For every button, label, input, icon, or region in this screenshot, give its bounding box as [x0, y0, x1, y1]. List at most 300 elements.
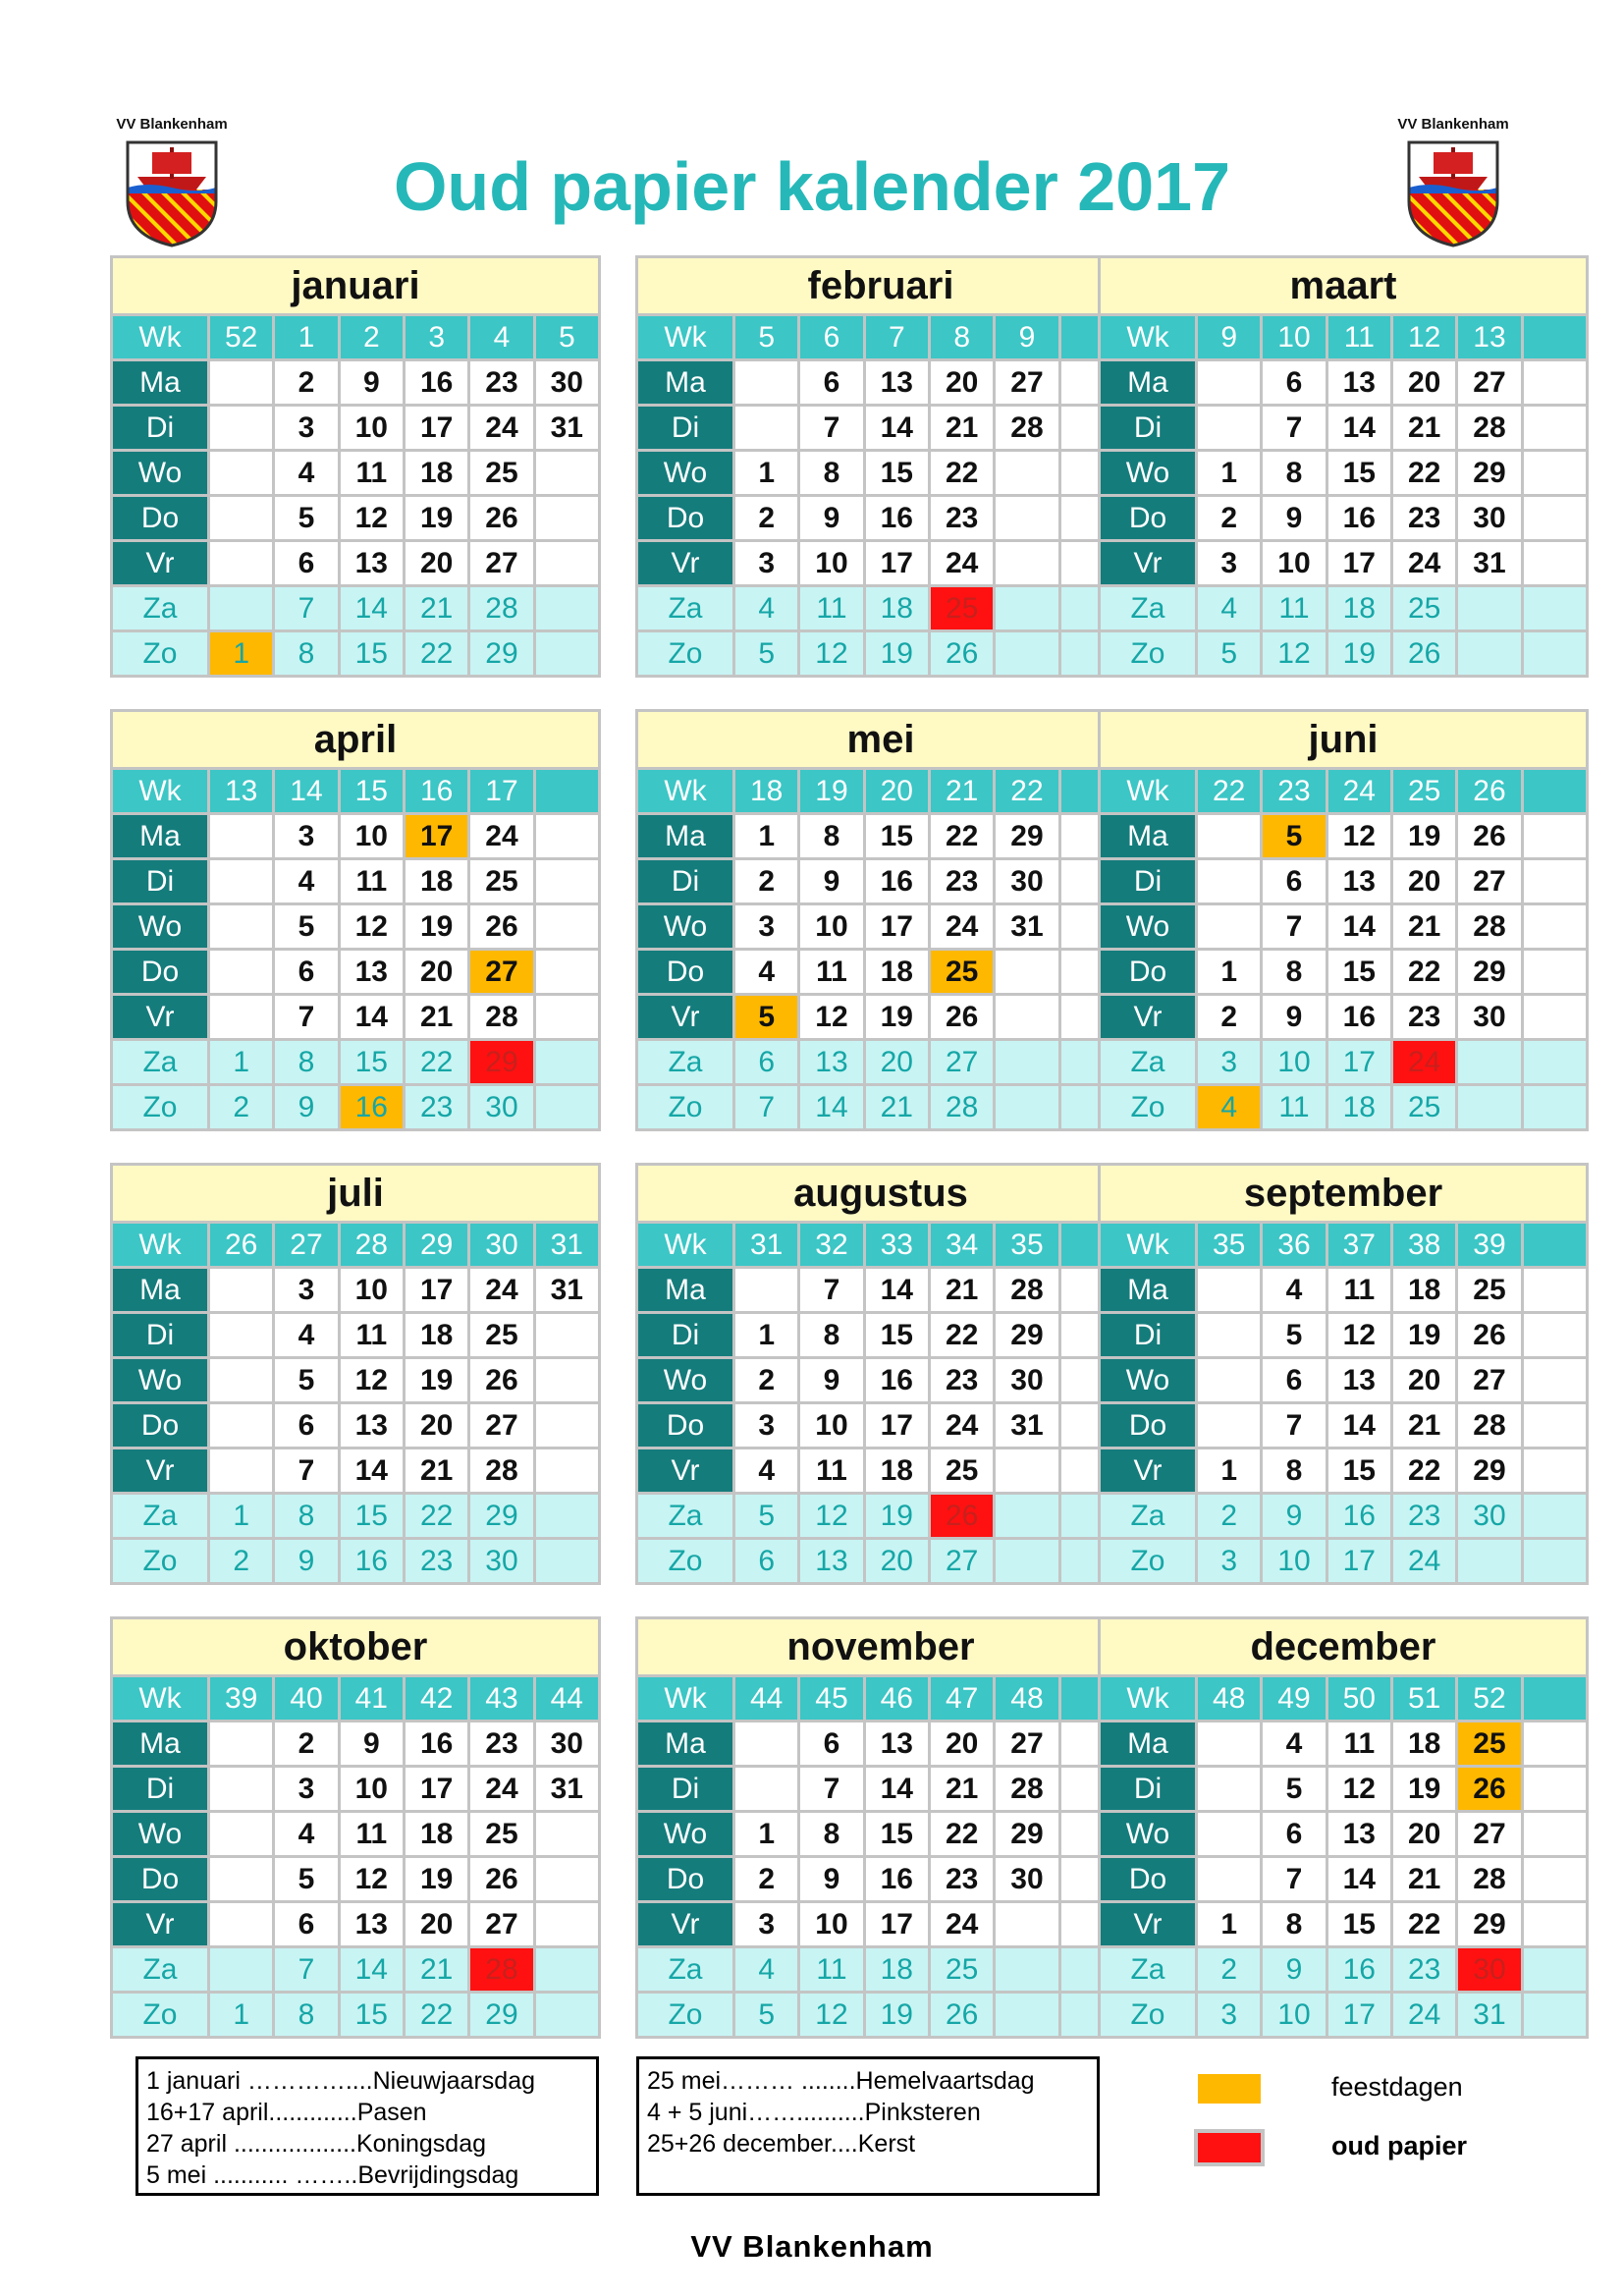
day-cell: 8 — [800, 815, 862, 857]
month-table — [113, 1224, 598, 1582]
day-cell — [1524, 587, 1586, 629]
week-number: 22 — [996, 770, 1057, 812]
day-cell: 9 — [1263, 497, 1325, 539]
month-augustus — [635, 1163, 1126, 1585]
day-label: Wo — [638, 905, 732, 948]
day-cell — [1524, 815, 1586, 857]
day-cell: 12 — [800, 1994, 862, 2036]
day-cell: 4 — [1263, 1722, 1325, 1765]
day-label: Ma — [1101, 361, 1195, 404]
day-cell: 10 — [1263, 1994, 1325, 2036]
day-cell — [996, 1948, 1057, 1991]
day-cell: 5 — [275, 905, 337, 948]
day-cell: 25 — [1393, 1086, 1455, 1128]
day-cell: 5 — [275, 1858, 337, 1900]
day-cell: 18 — [866, 587, 928, 629]
day-cell: 30 — [996, 860, 1057, 902]
day-cell: 5 — [1263, 1768, 1325, 1810]
day-cell — [1524, 1994, 1586, 2036]
day-label: Do — [113, 1404, 207, 1447]
month-table — [638, 1677, 1123, 2036]
day-cell — [210, 452, 272, 494]
day-cell: 24 — [931, 542, 993, 584]
day-label: Ma — [113, 1722, 207, 1765]
day-cell — [1524, 996, 1586, 1038]
week-number: 4 — [470, 316, 532, 358]
day-label: Zo — [113, 1994, 207, 2036]
day-cell — [210, 1314, 272, 1356]
day-cell: 6 — [275, 951, 337, 993]
day-cell: 18 — [866, 1948, 928, 1991]
day-cell: 17 — [406, 407, 467, 449]
day-cell-feestdag: 17 — [406, 815, 467, 857]
day-cell: 9 — [800, 860, 862, 902]
day-cell: 23 — [470, 361, 532, 404]
day-cell: 6 — [275, 542, 337, 584]
day-cell — [1198, 1269, 1260, 1311]
day-cell: 12 — [341, 1359, 403, 1401]
day-cell — [735, 1269, 797, 1311]
day-cell: 11 — [341, 1314, 403, 1356]
week-label: Wk — [638, 1677, 732, 1720]
day-label: Wo — [1101, 905, 1195, 948]
month-table — [638, 770, 1123, 1128]
day-label: Do — [113, 497, 207, 539]
month-juli — [110, 1163, 601, 1585]
day-cell — [210, 951, 272, 993]
week-number: 6 — [800, 316, 862, 358]
week-number — [536, 770, 598, 812]
day-label: Zo — [1101, 1540, 1195, 1582]
day-cell: 22 — [931, 1813, 993, 1855]
week-number: 17 — [470, 770, 532, 812]
day-cell-feestdag: 16 — [341, 1086, 403, 1128]
day-cell: 27 — [931, 1041, 993, 1083]
day-cell: 15 — [1328, 951, 1390, 993]
day-cell — [210, 1449, 272, 1492]
day-cell: 21 — [931, 407, 993, 449]
day-cell — [210, 905, 272, 948]
day-cell — [210, 815, 272, 857]
week-number: 26 — [1458, 770, 1520, 812]
note-line: 25+26 december....Kerst — [647, 2130, 916, 2158]
day-cell-oud-papier: 30 — [1458, 1948, 1520, 1991]
day-cell — [1198, 815, 1260, 857]
day-cell — [1458, 632, 1520, 675]
day-cell: 3 — [1198, 1994, 1260, 2036]
day-cell: 6 — [800, 1722, 862, 1765]
day-cell: 1 — [1198, 452, 1260, 494]
day-cell: 20 — [1393, 860, 1455, 902]
day-cell: 13 — [866, 361, 928, 404]
day-cell: 4 — [735, 1948, 797, 1991]
day-cell: 31 — [536, 1768, 598, 1810]
day-cell: 16 — [1328, 497, 1390, 539]
day-label: Wo — [113, 905, 207, 948]
day-cell: 21 — [1393, 1858, 1455, 1900]
day-cell — [996, 497, 1057, 539]
day-cell — [210, 361, 272, 404]
day-cell: 10 — [800, 542, 862, 584]
week-number: 46 — [866, 1677, 928, 1720]
day-cell: 11 — [341, 1813, 403, 1855]
day-cell: 19 — [406, 905, 467, 948]
week-number: 25 — [1393, 770, 1455, 812]
day-cell: 16 — [341, 1540, 403, 1582]
day-cell: 10 — [800, 905, 862, 948]
day-cell: 1 — [1198, 951, 1260, 993]
day-cell — [210, 1269, 272, 1311]
day-cell: 2 — [735, 1858, 797, 1900]
day-cell: 11 — [800, 587, 862, 629]
day-cell: 29 — [1458, 1449, 1520, 1492]
day-cell: 20 — [1393, 361, 1455, 404]
day-cell: 9 — [341, 361, 403, 404]
week-label: Wk — [113, 316, 207, 358]
day-cell: 7 — [1263, 407, 1325, 449]
day-label: Za — [638, 1495, 732, 1537]
day-cell: 24 — [931, 1903, 993, 1945]
day-label: Vr — [638, 542, 732, 584]
day-cell: 2 — [275, 361, 337, 404]
day-cell: 19 — [866, 996, 928, 1038]
day-cell: 4 — [275, 1813, 337, 1855]
day-cell: 15 — [1328, 1903, 1390, 1945]
week-number: 50 — [1328, 1677, 1390, 1720]
day-cell: 23 — [406, 1540, 467, 1582]
day-cell: 11 — [341, 860, 403, 902]
day-cell: 26 — [470, 905, 532, 948]
day-cell: 14 — [866, 1269, 928, 1311]
week-label: Wk — [1101, 770, 1195, 812]
day-label: Zo — [113, 1086, 207, 1128]
day-cell: 24 — [931, 905, 993, 948]
day-cell — [536, 587, 598, 629]
day-cell: 11 — [1328, 1269, 1390, 1311]
day-cell: 6 — [1263, 860, 1325, 902]
day-cell: 8 — [1263, 1903, 1325, 1945]
day-cell: 20 — [1393, 1813, 1455, 1855]
week-label: Wk — [638, 1224, 732, 1266]
day-cell: 19 — [406, 1858, 467, 1900]
day-cell: 7 — [735, 1086, 797, 1128]
note-line: 27 april ..................Koningsdag — [146, 2130, 487, 2158]
day-cell — [536, 542, 598, 584]
day-cell: 16 — [406, 361, 467, 404]
day-label: Wo — [638, 1813, 732, 1855]
day-cell — [1524, 1404, 1586, 1447]
day-cell — [996, 632, 1057, 675]
legend-swatch-feestdagen — [1198, 2074, 1261, 2104]
day-cell: 27 — [1458, 361, 1520, 404]
week-number: 39 — [1458, 1224, 1520, 1266]
day-cell: 21 — [406, 1948, 467, 1991]
day-cell: 7 — [800, 1768, 862, 1810]
week-number: 23 — [1263, 770, 1325, 812]
day-cell: 25 — [470, 860, 532, 902]
day-cell: 10 — [1263, 1540, 1325, 1582]
week-number: 22 — [1198, 770, 1260, 812]
day-cell — [536, 1948, 598, 1991]
day-cell: 24 — [470, 815, 532, 857]
day-cell: 8 — [1263, 452, 1325, 494]
day-cell: 17 — [866, 1903, 928, 1945]
day-cell — [1524, 361, 1586, 404]
day-cell: 22 — [406, 1994, 467, 2036]
day-cell — [1524, 905, 1586, 948]
day-cell: 10 — [341, 1768, 403, 1810]
day-cell: 22 — [1393, 1449, 1455, 1492]
day-cell — [210, 996, 272, 1038]
day-cell: 21 — [931, 1768, 993, 1810]
day-cell: 12 — [341, 497, 403, 539]
day-cell: 13 — [866, 1722, 928, 1765]
day-cell: 6 — [1263, 1813, 1325, 1855]
day-label: Ma — [113, 361, 207, 404]
legend-label-oud-papier: oud papier — [1331, 2131, 1468, 2160]
day-cell: 17 — [1328, 542, 1390, 584]
day-cell — [1524, 1722, 1586, 1765]
day-cell — [1198, 1314, 1260, 1356]
day-cell: 3 — [735, 905, 797, 948]
day-cell: 2 — [735, 497, 797, 539]
day-cell: 11 — [1263, 1086, 1325, 1128]
day-cell: 30 — [1458, 996, 1520, 1038]
day-cell — [536, 815, 598, 857]
day-label: Ma — [1101, 1269, 1195, 1311]
month-name: januari — [113, 258, 598, 313]
day-label: Zo — [638, 1540, 732, 1582]
day-cell: 22 — [931, 452, 993, 494]
week-number: 29 — [406, 1224, 467, 1266]
day-cell: 3 — [735, 542, 797, 584]
day-cell — [996, 1449, 1057, 1492]
day-label: Vr — [1101, 996, 1195, 1038]
day-cell: 9 — [275, 1540, 337, 1582]
day-cell — [1524, 1314, 1586, 1356]
day-cell — [1198, 1404, 1260, 1447]
day-cell — [210, 587, 272, 629]
day-cell: 6 — [800, 361, 862, 404]
day-cell: 17 — [1328, 1994, 1390, 2036]
day-cell: 2 — [735, 860, 797, 902]
day-label: Do — [113, 1858, 207, 1900]
day-cell: 26 — [470, 1359, 532, 1401]
week-label: Wk — [1101, 316, 1195, 358]
day-cell: 31 — [536, 1269, 598, 1311]
day-cell: 10 — [800, 1903, 862, 1945]
day-cell-oud-papier: 29 — [470, 1041, 532, 1083]
logo-text: VV Blankenham — [1397, 116, 1509, 133]
day-cell: 17 — [866, 1404, 928, 1447]
day-cell: 9 — [1263, 1948, 1325, 1991]
day-cell: 23 — [931, 1858, 993, 1900]
day-cell: 27 — [1458, 860, 1520, 902]
day-cell: 25 — [1458, 1269, 1520, 1311]
day-cell: 19 — [1393, 815, 1455, 857]
day-cell: 30 — [470, 1540, 532, 1582]
week-number: 18 — [735, 770, 797, 812]
week-number: 7 — [866, 316, 928, 358]
day-cell: 15 — [866, 1813, 928, 1855]
day-cell: 14 — [341, 1449, 403, 1492]
month-table — [113, 1677, 598, 2036]
day-cell — [996, 1994, 1057, 2036]
day-cell: 1 — [735, 815, 797, 857]
day-cell: 10 — [341, 407, 403, 449]
day-cell: 2 — [735, 1359, 797, 1401]
day-cell-feestdag: 27 — [470, 951, 532, 993]
day-cell: 28 — [996, 407, 1057, 449]
week-number: 32 — [800, 1224, 862, 1266]
day-cell — [1524, 951, 1586, 993]
day-cell: 28 — [470, 587, 532, 629]
day-label: Wo — [638, 1359, 732, 1401]
day-cell — [210, 1813, 272, 1855]
day-cell — [1198, 1722, 1260, 1765]
month-name: juni — [1101, 712, 1586, 767]
day-label: Vr — [113, 542, 207, 584]
day-cell — [536, 452, 598, 494]
day-cell: 4 — [1198, 587, 1260, 629]
day-cell: 3 — [735, 1404, 797, 1447]
day-label: Za — [1101, 587, 1195, 629]
day-cell: 28 — [1458, 1858, 1520, 1900]
week-number: 51 — [1393, 1677, 1455, 1720]
day-label: Zo — [113, 632, 207, 675]
week-number: 10 — [1263, 316, 1325, 358]
day-label: Za — [113, 1495, 207, 1537]
month-maart — [1098, 255, 1589, 678]
day-cell: 24 — [1393, 542, 1455, 584]
day-cell: 12 — [800, 1495, 862, 1537]
day-cell — [996, 1495, 1057, 1537]
week-number — [1524, 1677, 1586, 1720]
day-label: Vr — [638, 1903, 732, 1945]
day-cell: 18 — [866, 951, 928, 993]
day-cell — [536, 1540, 598, 1582]
day-cell: 29 — [996, 1314, 1057, 1356]
day-label: Di — [638, 1768, 732, 1810]
day-cell: 16 — [866, 497, 928, 539]
day-cell: 19 — [406, 1359, 467, 1401]
day-label: Wo — [638, 452, 732, 494]
day-cell — [1458, 587, 1520, 629]
day-cell: 16 — [1328, 996, 1390, 1038]
day-cell: 29 — [996, 815, 1057, 857]
day-cell: 4 — [735, 587, 797, 629]
day-cell: 25 — [931, 1449, 993, 1492]
note-line: 5 mei ........... ……..Bevrijdingsdag — [146, 2161, 519, 2189]
week-number: 9 — [996, 316, 1057, 358]
week-number: 45 — [800, 1677, 862, 1720]
day-cell — [210, 497, 272, 539]
day-cell — [1524, 452, 1586, 494]
day-label: Wo — [113, 1813, 207, 1855]
day-cell: 11 — [341, 452, 403, 494]
day-cell: 1 — [735, 1314, 797, 1356]
day-cell: 12 — [800, 996, 862, 1038]
day-cell: 2 — [275, 1722, 337, 1765]
day-cell — [210, 1903, 272, 1945]
day-label: Do — [638, 951, 732, 993]
day-cell: 29 — [1458, 951, 1520, 993]
day-cell: 23 — [406, 1086, 467, 1128]
day-cell: 13 — [1328, 1359, 1390, 1401]
day-cell — [1198, 1813, 1260, 1855]
day-label: Di — [1101, 407, 1195, 449]
month-name: maart — [1101, 258, 1586, 313]
day-cell: 26 — [931, 1994, 993, 2036]
day-label: Za — [113, 1041, 207, 1083]
day-cell: 20 — [866, 1540, 928, 1582]
day-cell: 7 — [1263, 1404, 1325, 1447]
day-label: Do — [1101, 1404, 1195, 1447]
day-cell: 30 — [536, 361, 598, 404]
day-cell: 27 — [996, 1722, 1057, 1765]
day-cell — [1524, 860, 1586, 902]
month-name: december — [1101, 1619, 1586, 1674]
month-table — [1101, 1677, 1586, 2036]
day-cell: 12 — [341, 1858, 403, 1900]
day-cell: 14 — [800, 1086, 862, 1128]
day-cell: 6 — [735, 1041, 797, 1083]
week-number: 1 — [275, 316, 337, 358]
day-cell: 2 — [210, 1540, 272, 1582]
week-number: 44 — [735, 1677, 797, 1720]
day-cell — [210, 1948, 272, 1991]
week-number: 15 — [341, 770, 403, 812]
day-cell — [1198, 860, 1260, 902]
day-cell — [1524, 1269, 1586, 1311]
day-cell: 5 — [735, 1994, 797, 2036]
day-cell: 22 — [1393, 951, 1455, 993]
day-cell: 28 — [1458, 1404, 1520, 1447]
day-cell: 13 — [800, 1540, 862, 1582]
week-number: 34 — [931, 1224, 993, 1266]
day-cell — [1524, 1768, 1586, 1810]
month-oktober — [110, 1616, 601, 2039]
day-cell: 16 — [406, 1722, 467, 1765]
week-number: 3 — [406, 316, 467, 358]
day-cell: 15 — [866, 815, 928, 857]
day-cell: 6 — [735, 1540, 797, 1582]
day-cell — [1524, 1086, 1586, 1128]
day-label: Zo — [113, 1540, 207, 1582]
month-table — [1101, 316, 1586, 675]
week-number: 42 — [406, 1677, 467, 1720]
day-cell: 17 — [1328, 1540, 1390, 1582]
day-cell: 17 — [866, 905, 928, 948]
day-cell: 1 — [735, 1813, 797, 1855]
day-cell: 23 — [931, 1359, 993, 1401]
day-cell: 30 — [1458, 1495, 1520, 1537]
week-number: 31 — [536, 1224, 598, 1266]
month-table — [113, 316, 598, 675]
day-cell: 24 — [470, 1768, 532, 1810]
day-cell: 14 — [341, 1948, 403, 1991]
month-april — [110, 709, 601, 1131]
day-cell: 25 — [1393, 587, 1455, 629]
day-cell — [210, 1359, 272, 1401]
month-januari — [110, 255, 601, 678]
day-cell: 4 — [735, 1449, 797, 1492]
day-cell: 22 — [406, 1041, 467, 1083]
week-number: 47 — [931, 1677, 993, 1720]
day-cell: 10 — [1263, 542, 1325, 584]
week-number: 36 — [1263, 1224, 1325, 1266]
day-cell: 28 — [931, 1086, 993, 1128]
